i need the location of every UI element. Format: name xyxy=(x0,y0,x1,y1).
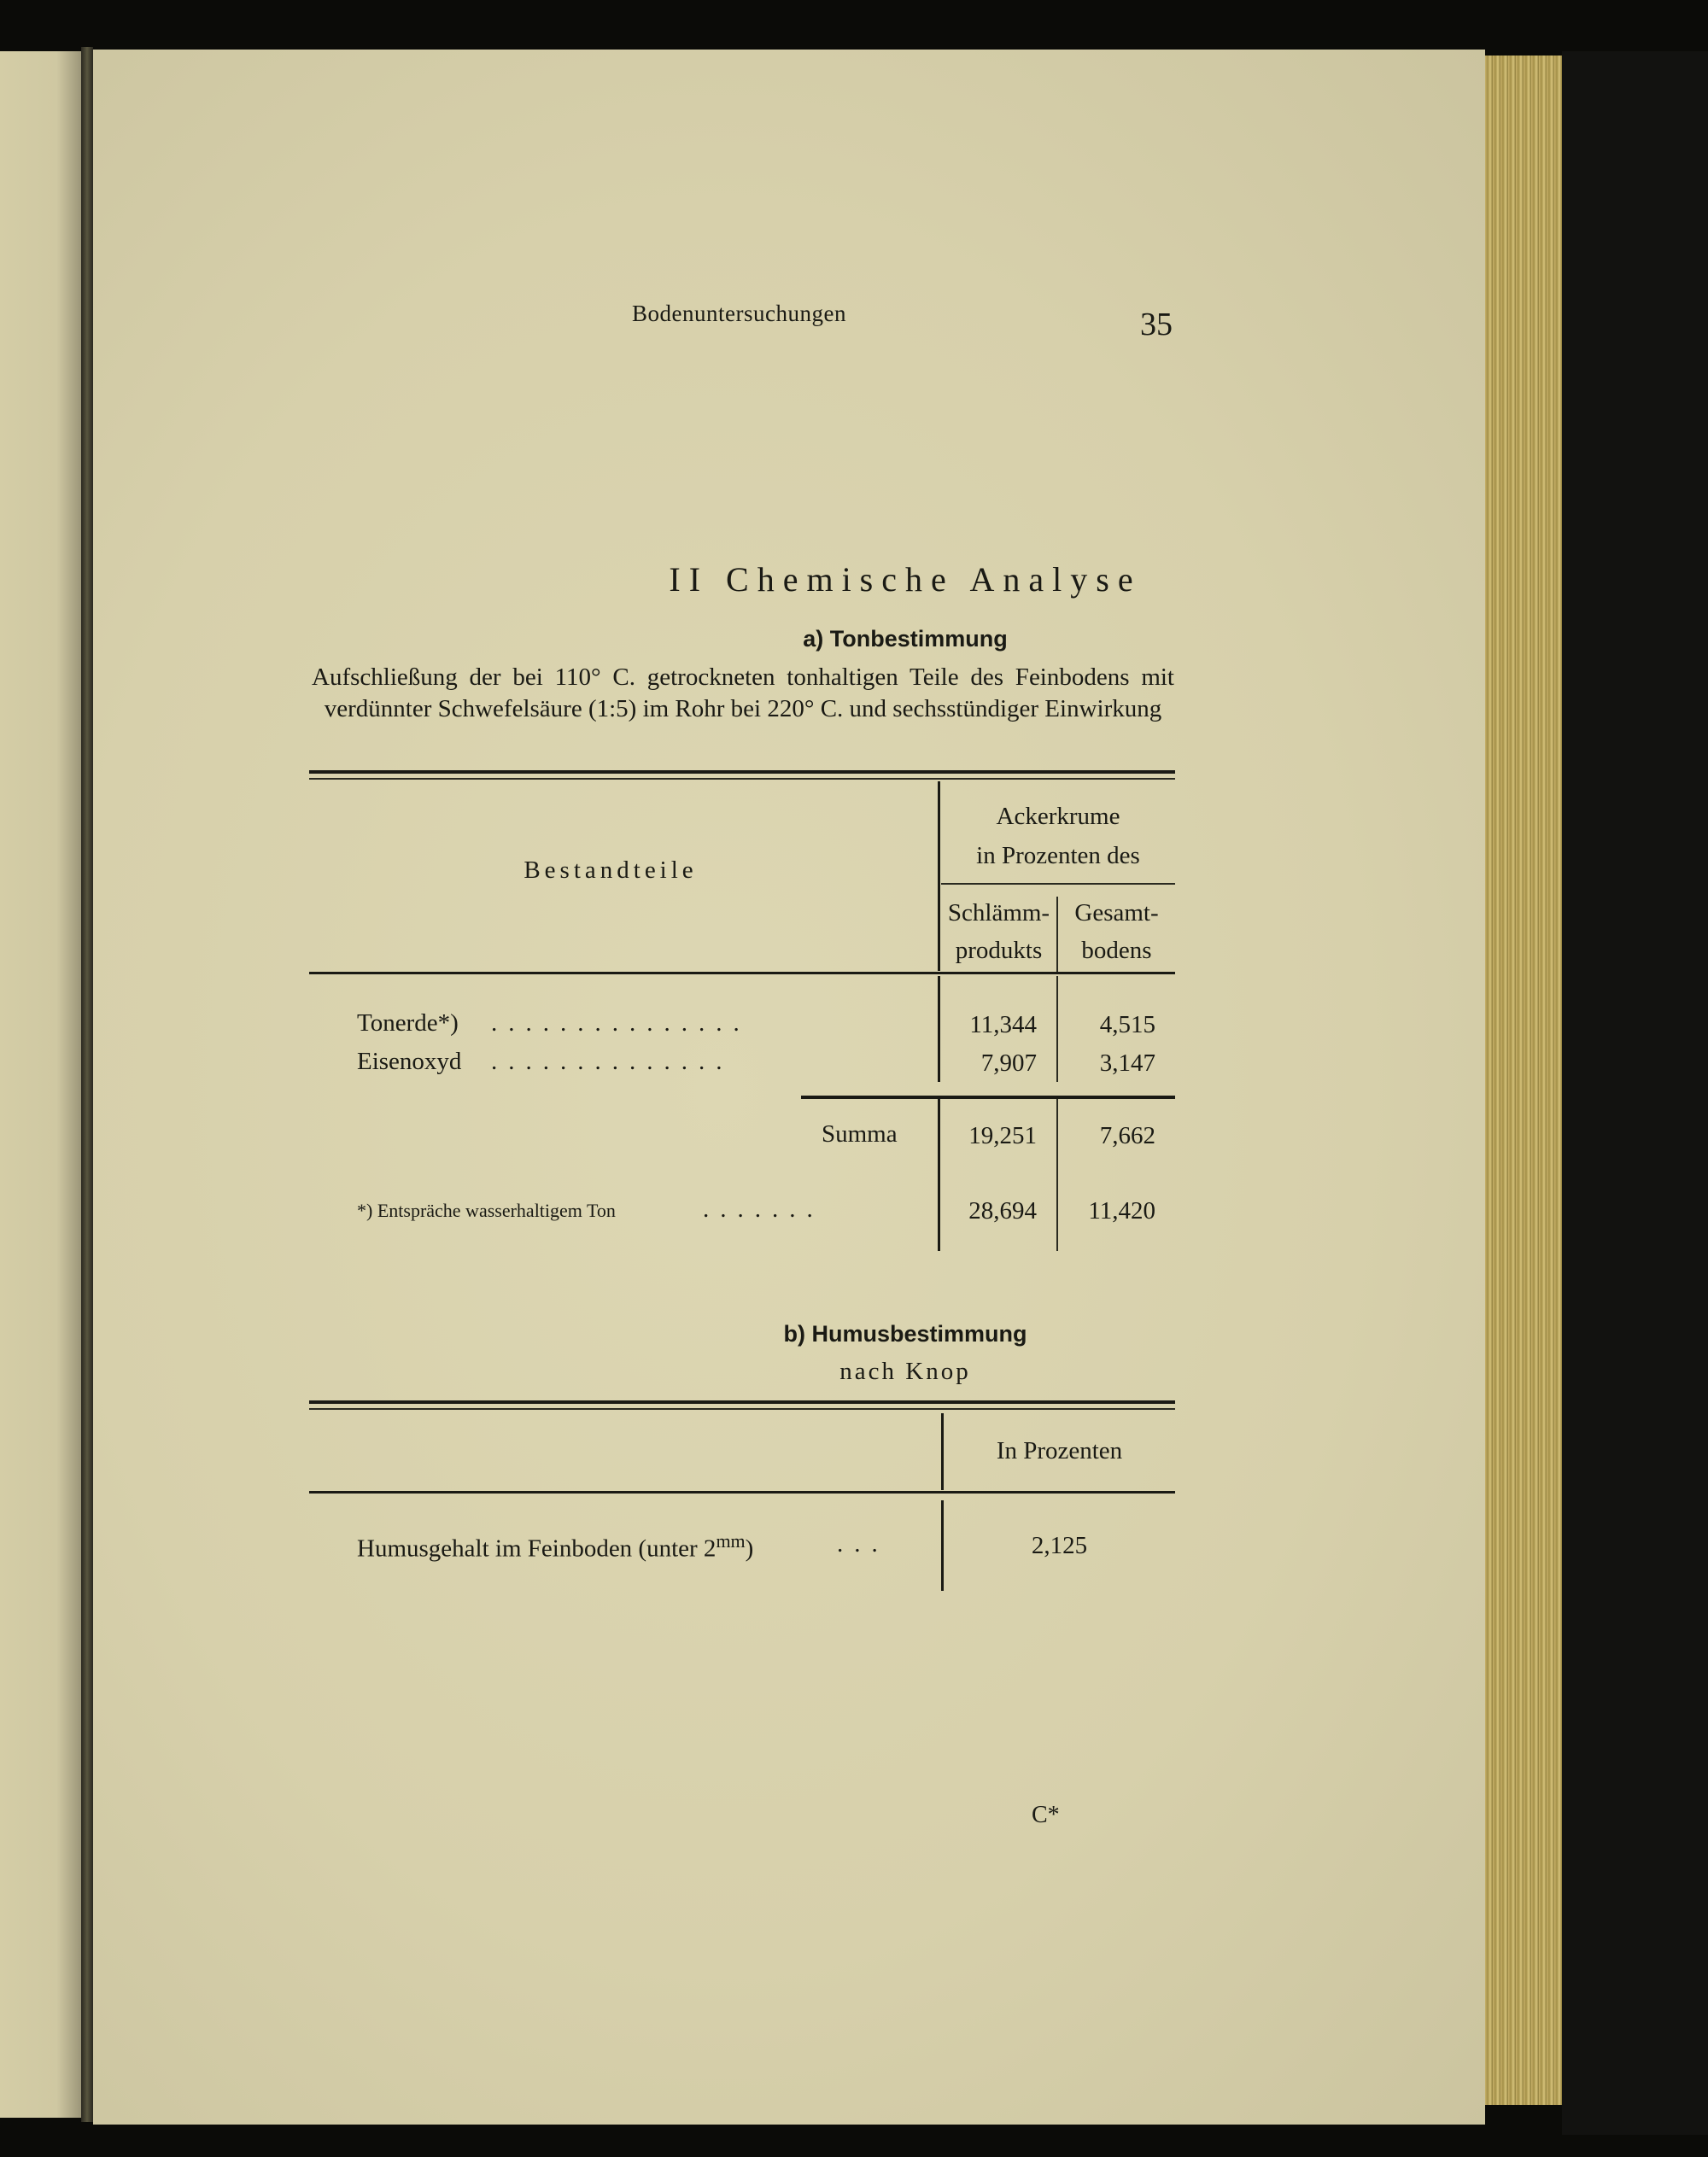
table-row-value-2: 4,515 xyxy=(1099,1011,1155,1038)
col2-header-line1: Gesamt- xyxy=(1074,899,1159,927)
book-page xyxy=(93,50,1485,2125)
col1-header-line2: produkts xyxy=(955,937,1043,964)
subsection-b-subtitle: nach Knop xyxy=(839,1358,971,1385)
col-header-bestandteile: Bestandteile xyxy=(524,856,698,884)
table-a-vertical-rule-foot xyxy=(938,1099,940,1251)
table-row-label: Eisenoxyd xyxy=(357,1048,462,1075)
sum-value-1: 19,251 xyxy=(968,1122,1037,1149)
table-row-dots: .............. xyxy=(491,1048,734,1075)
group-header-line2: in Prozenten des xyxy=(976,842,1140,869)
table-b-row-label: Humusgehalt im Feinboden (unter 2 xyxy=(357,1534,717,1563)
page-number: 35 xyxy=(1140,307,1173,342)
table-a-header-rule xyxy=(309,972,1175,974)
running-title: Bodenuntersuchungen xyxy=(632,301,846,326)
table-b-row-label-end: ) xyxy=(745,1534,754,1563)
col1-header-line1: Schlämm- xyxy=(947,899,1050,927)
col2-header-line2: bodens xyxy=(1081,937,1152,964)
table-row-value-2: 3,147 xyxy=(1099,1049,1155,1077)
table-a-sum-rule xyxy=(801,1096,1175,1099)
footnote-value-1: 28,694 xyxy=(968,1197,1037,1225)
table-b-top-rule-thin xyxy=(309,1408,1175,1410)
sum-value-2: 7,662 xyxy=(1099,1122,1155,1149)
table-b-top-rule xyxy=(309,1400,1175,1404)
page-edges xyxy=(1485,56,1562,2105)
table-b-row-unit: mm xyxy=(716,1530,746,1552)
book-cover xyxy=(1562,51,1708,2135)
table-a-vertical-rule-body xyxy=(938,976,940,1082)
table-a-vertical-rule xyxy=(938,781,940,971)
table-b-row-dots: ... xyxy=(837,1530,889,1558)
table-b-row-label-wrap xyxy=(357,1530,753,1564)
book-gutter xyxy=(81,47,93,2122)
subsection-b-title: b) Humusbestimmung xyxy=(783,1321,1027,1347)
table-a-top-rule xyxy=(309,770,1175,774)
table-row-value-1: 7,907 xyxy=(980,1049,1037,1077)
footnote-label: *) Entspräche wasserhaltigem Ton xyxy=(357,1200,616,1221)
subsection-a-description: Aufschließung der bei 110° C. getrockneten tonhaltigen Teile des Feinbodens mit verdünnter Schwefelsäure (1:5) im Rohr bei 220° C. und sechsstündiger Einwirkung xyxy=(312,663,1174,722)
table-b-col-header: In Prozenten xyxy=(996,1437,1123,1464)
left-page-edge xyxy=(0,51,81,2118)
table-a-group-rule xyxy=(941,883,1175,885)
table-b-row-value: 2,125 xyxy=(1031,1532,1088,1559)
table-row-dots: ............... xyxy=(491,1009,751,1037)
sum-label: Summa xyxy=(822,1120,898,1148)
signature-mark: C* xyxy=(1032,1802,1060,1828)
table-a-top-rule-thin xyxy=(309,778,1175,780)
table-row-value-1: 11,344 xyxy=(969,1011,1037,1038)
table-b-header-rule xyxy=(309,1491,1175,1494)
table-row-label: Tonerde*) xyxy=(357,1009,459,1037)
footnote-value-2: 11,420 xyxy=(1088,1197,1155,1225)
subsection-a-title: a) Tonbestimmung xyxy=(803,626,1008,652)
section-title: II Chemische Analyse xyxy=(669,560,1142,599)
footnote-dots: ....... xyxy=(703,1195,824,1223)
group-header-line1: Ackerkrume xyxy=(996,803,1120,830)
